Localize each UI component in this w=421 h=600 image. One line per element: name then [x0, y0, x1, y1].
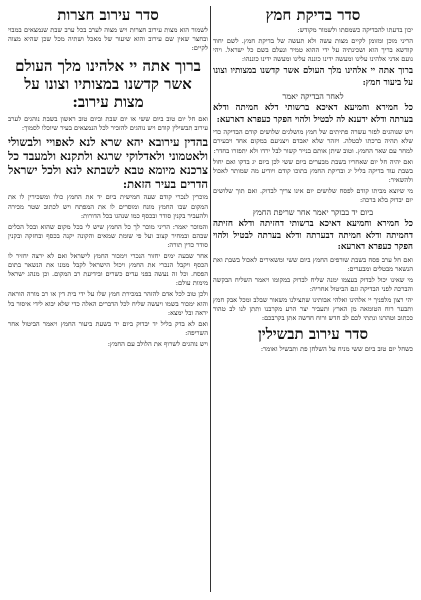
eruv-blessing: ברוך אתה יי אלהינו מלך העולם אשר קדשנו במצותיו וצונו על מצות עירוב:	[15, 57, 201, 112]
title-bedikat-chametz: סדר בדיקת חמץ	[265, 6, 361, 24]
title-eruv-tavshilin: סדר עירוב תבשילין	[257, 325, 369, 344]
sale-paragraph-4: ולכן טוב לכל אדם להזהר במכירת חמץ שלו על ידי בית דין או רב מורה הוראה והוא ימכור בשמו ויעשה שליח לכל הדברים האלה כדי שלא יבוא לידי איסור בל יראה ובל ימצא:	[8, 290, 208, 317]
sale-paragraph-1: מוכרין לנכרי קודם שעה חמישית ביום יד את החמץ כולו ומשכירין לו את המקום שבו החמץ מונח ומוסרים לו את המפתח ויש לכתוב שטר מכירה ולהעביר בקנין סודר ובכסף כמו שנהגו בכל הדורות:	[8, 193, 208, 220]
kol-chamira-day: כל חמירא וחמיעא דאיכא ברשותי דחזיתה ודלא חזיתה דחמיתה ודלא חמיתה דבערתה ודלא בערתה לבטיל ולהוי הפקר כעפרא דארעא:	[213, 219, 413, 253]
eruv-intro: לשמור הוא מצות עירוב חצרות ויש מצוה לערב בכל ערב שבת שנמצאים במבוי ובחצר שאין שם עירוב והוא שיעור של מאכל ושתיה מכל שכן שהיא מצוה לקיים:	[8, 26, 208, 53]
left-column	[8, 4, 208, 594]
custom-paragraph-5: מי שאינו יכול לבדוק בעצמו ימנה שליח לבדוק במקומו ויאמר השליח הבקשה והברכה לפני הבדיקה וגם הביטול אחריה:	[213, 275, 413, 293]
bedikah-blessing: ברוך אתה יי אלהינו מלך העולם אשר קדשנו במצותיו וצונו על ביעור חמץ:	[213, 66, 413, 88]
yehi-ratzon-prayer: יהי רצון מלפניך יי אלהינו ואלהי אבותינו שתצילנו משאור שבלב ומכל אבק חמץ ותבער רוח הטומאה מן הארץ ותעביר יצר הרע מקרבנו ותתן לנו לב טהור ככתוב וטהרנו ונתתי לכם לב חדש ורוח חדשה אתן בקרבכם:	[213, 296, 413, 323]
custom-paragraph-4: ואם חל ערב פסח בשבת שורפים החמץ ביום ששי ומשאירים לאכול בשבת ואת הנשאר מבטלים ומבערים:	[213, 255, 413, 273]
final-line: ויש נוהגים לשרוף את הלולב עם החמץ:	[107, 339, 208, 348]
kol-chamira-night: כל חמירא וחמיעא דאיכא ברשותי דלא חמיתה ודלא בערתה ודלא ידענא לה לבטיל ולהוי הפקר כעפרא דארעא:	[213, 103, 413, 125]
custom-paragraph-3: מי שיוצא מביתו קודם לפסח שלושים יום אינו צריך לבדוק. ואם תוך שלושים יום יבדוק בלא ברכה:	[213, 186, 413, 205]
right-column	[213, 4, 413, 594]
column-divider	[210, 6, 211, 592]
intro-line: יכון בדעתו להבדיקה כשמסתו ולשמור מקודש:	[297, 26, 413, 34]
title-eruv-chatzerot: סדר עירוב חצרות	[57, 6, 159, 24]
preparation-prayer: הריני מוכן ומזומן לקיים מצות עשה ולא תעשה של בדיקת חמץ. לשם יחוד קודשא בריך הוא ושכינתיה על ידי ההוא טמיר ונעלם בשם כל ישראל. ויהי נועם אדני אלהינו עלינו ומעשה ידינו כוננה עלינו ומעשה ידינו כוננהו:	[213, 37, 413, 64]
eruv-tavshilin-intro: כשחל יום טוב ביום ששי מניח על השלחן פת ותבשיל ואומר:	[260, 345, 413, 354]
day-14-heading: ביום יד בבוקר יאמר אחר שריפת החמץ	[252, 208, 374, 218]
eruv-paragraph-2: ואם חל יום טוב ביום ששי או יום שבת וביום טוב ראשון בשבת נוהגים לערב עירוב תבשילין קודם ויש נוהגים להזכיר לכל הנמצאים בעיר שיוכלו לסמוך:	[8, 115, 208, 133]
sale-paragraph-3: אחר שבעה ימים יחזור הנכרי וימכור החמץ לישראל ואם לא ירצה יחזיר לו הכסף ויקבל הנכרי את החמץ ויכול הישראל לקבל ממנו את הנשאר בתום הפסח. וכל זה נעשה בפני עדים כשרים ובידיעת רב המקום. וכן מנהג ישראל מימות עולם:	[8, 252, 208, 288]
after-search-heading: לאחר הבדיקה יאמר	[282, 92, 344, 102]
custom-paragraph-1: ויש שנוהגים לפזר עשרה פתיתים של חמץ מושלגים שלושים קודם הבדיקה כדי שלא תהיה ברכתו לבטלה. ויזהר שלא יאבדם ויצניעם במקום אחד ויבעירם למחר עם שאר החמץ. וטוב שיתן אותם בנייר קשור לבל ירדו ולא יתפזרו בחדר:	[213, 128, 413, 155]
sale-paragraph-2: והמוכר יאמר: הריני מוכר לך כל החמץ שיש לי בכל מקום שהוא ובכל הכלים שבהם ובמחיר קצוב ועל פי שומת שמאים והקונה יקנה בכסף ובחזקה ובקנין סודר כדין תורה:	[8, 222, 208, 249]
custom-paragraph-2: ואם יהיה חל יום שאחריו בשבת מבערים ביום ששי לכן ביום יג בדקו ואם יחול בשבת עוד בדיקה בליל יג ובדיקת החמץ בתוכו קודם ויודיע מה שמותר לאכול ולהשאיר:	[213, 157, 413, 184]
closing-paragraph: ואם לא בדק בליל יד יבדוק ביום יד בשעת ביעור החמץ ויאמר הביטול אחר השריפה:	[8, 319, 208, 337]
eruv-declaration: בהדין עירובא יהא שרא לנא לאפויי ולבשולי ולאטמוני ולאדלוקי שרגא ולתקנא ולמעבד כל צרכנא מיומא טבא לשבתא לנא ולכל ישראל הדרים בעיר הזאת:	[8, 135, 208, 192]
